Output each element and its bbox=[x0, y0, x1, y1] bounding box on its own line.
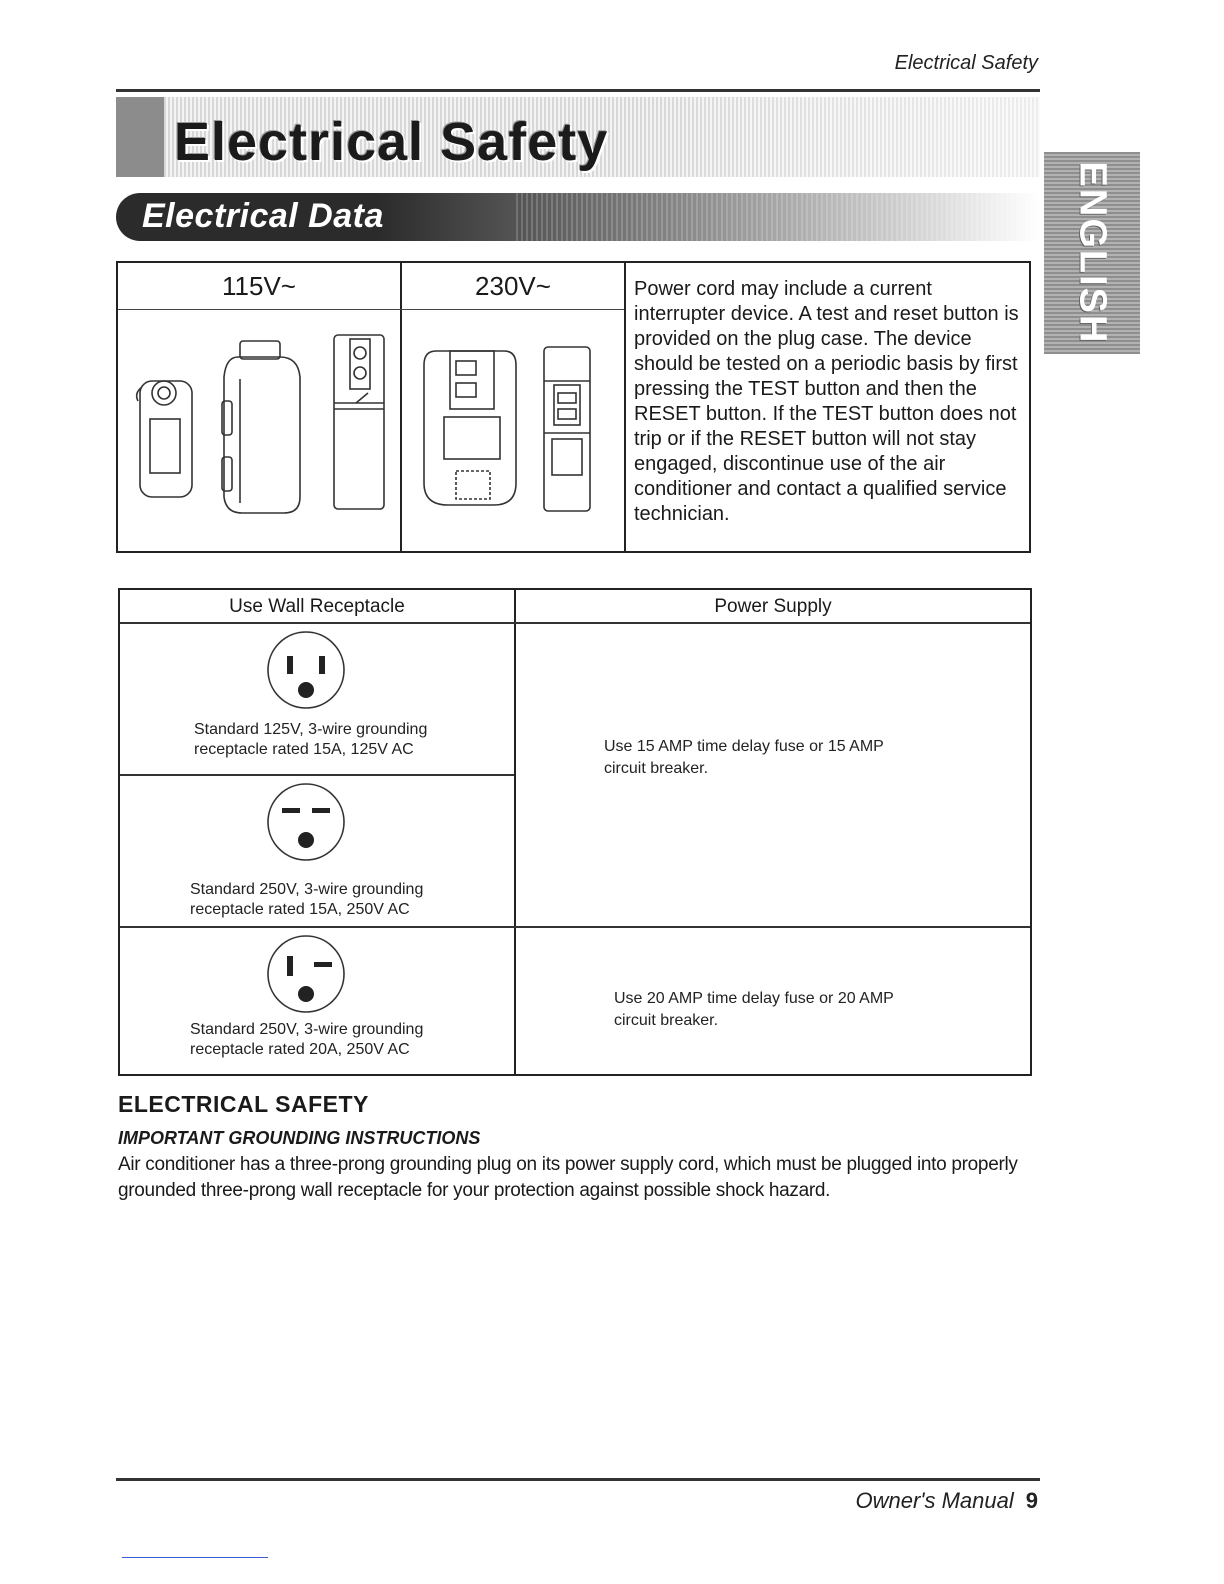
title-banner bbox=[116, 97, 1040, 177]
plug-table-header-230v: 230V~ bbox=[475, 271, 551, 301]
section-subheading: IMPORTANT GROUNDING INSTRUCTIONS bbox=[118, 1128, 481, 1148]
title-banner-block bbox=[116, 97, 164, 177]
plug-230v-icon bbox=[410, 321, 616, 539]
plug-table-header-115v: 115V~ bbox=[222, 271, 296, 301]
receptacle-125v-15a-icon bbox=[264, 628, 348, 712]
header-rule bbox=[116, 89, 1040, 92]
bottom-link-underline bbox=[122, 1557, 268, 1558]
receptacle-caption: Standard 250V, 3-wire grounding receptacle rated 20A, 250V AC bbox=[190, 1021, 424, 1058]
power-supply-20a: Use 20 AMP time delay fuse or 20 AMP circuit breaker. bbox=[614, 990, 894, 1029]
receptacle-caption: Standard 250V, 3-wire grounding receptacle rated 15A, 250V AC bbox=[190, 881, 424, 918]
plug-table-header-rule bbox=[118, 309, 624, 310]
page-number: 9 bbox=[1025, 1488, 1038, 1513]
plug-table bbox=[116, 261, 1031, 553]
receptacle-250v-15a-icon bbox=[264, 780, 348, 864]
receptacle-table-row-rule bbox=[120, 774, 514, 776]
power-supply-15a: Use 15 AMP time delay fuse or 15 AMP circuit breaker. bbox=[604, 738, 884, 777]
plug-table-divider bbox=[400, 263, 402, 551]
page-title: Electrical Safety bbox=[174, 112, 609, 172]
plug-115v-icon bbox=[128, 321, 394, 539]
receptacle-table-row-rule bbox=[120, 926, 1030, 928]
plug-table-divider bbox=[624, 263, 626, 551]
receptacle-table bbox=[118, 588, 1032, 1076]
title-banner-fade bbox=[636, 97, 1040, 177]
section-title: Electrical Data bbox=[142, 197, 384, 235]
receptacle-table-header-rule bbox=[120, 622, 1030, 624]
section-banner-stripes bbox=[516, 193, 1040, 241]
language-tab bbox=[1044, 152, 1140, 354]
gfci-note: Power cord may include a current interrupter device. A test and reset button is provided on the plug case. The device should be tested on a periodic basis by first pressing the TEST button and then the RESET button. If the TEST button does not trip or if the RESET button will not stay engaged, discontinue use of the air conditioner and contact a qualified service technician. bbox=[634, 278, 1019, 525]
power-supply-header: Power Supply bbox=[714, 596, 832, 617]
section-heading: ELECTRICAL SAFETY bbox=[118, 1091, 369, 1117]
receptacle-caption: Standard 125V, 3-wire grounding receptacle rated 15A, 125V AC bbox=[194, 721, 428, 758]
footer bbox=[760, 1488, 1038, 1514]
receptacle-250v-20a-icon bbox=[264, 932, 348, 1016]
language-tab-label: ENGLISH bbox=[1071, 161, 1114, 345]
section-banner bbox=[116, 193, 1040, 241]
footer-rule bbox=[116, 1478, 1040, 1481]
footer-label: Owner's Manual bbox=[855, 1488, 1014, 1513]
running-header: Electrical Safety bbox=[894, 52, 1038, 74]
receptacle-table-divider bbox=[514, 590, 516, 1074]
receptacle-header: Use Wall Receptacle bbox=[229, 596, 405, 617]
grounding-paragraph: Air conditioner has a three-prong grounding plug on its power supply cord, which must be plugged into properly grounded three-prong wall receptacle for your protection against possible shock hazard. bbox=[118, 1154, 1018, 1201]
